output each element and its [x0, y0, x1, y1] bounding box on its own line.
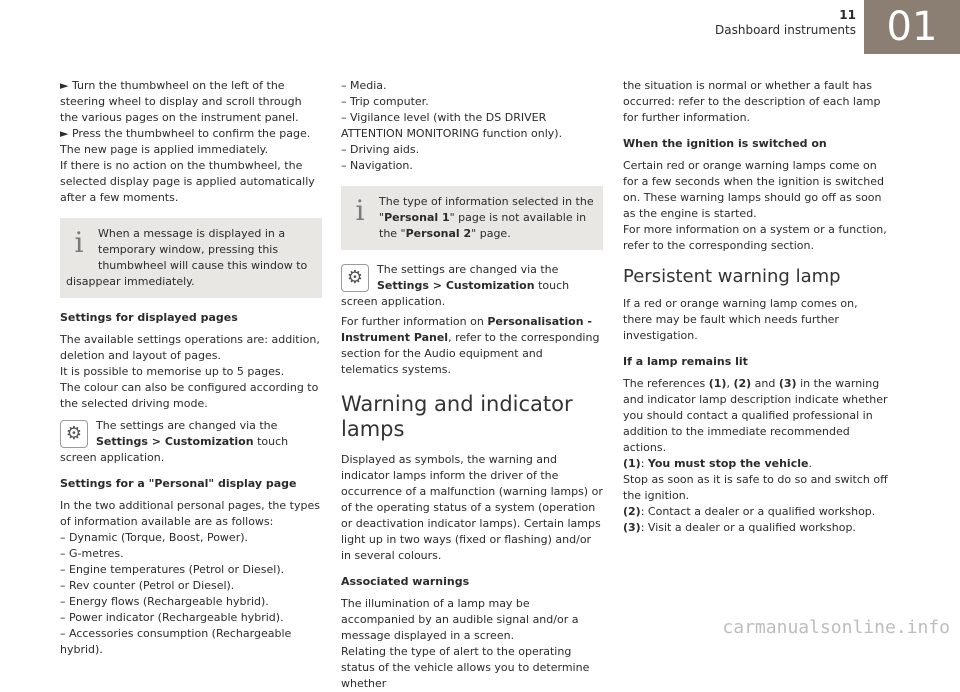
- reference-3: (3): Visit a dealer or a qualified workshop.: [623, 521, 856, 534]
- paragraph: The illumination of a lamp may be accompanied by an audible signal and/or a message displayed in a screen.: [341, 597, 579, 642]
- reference-1: (1): You must stop the vehicle.: [623, 457, 812, 470]
- list-item: – Engine temperatures (Petrol or Diesel).: [60, 563, 285, 576]
- list-item: – Accessories consumption (Rechargeable hybrid).: [60, 627, 292, 656]
- paragraph: It is possible to memorise up to 5 pages.: [60, 365, 285, 378]
- reference-2: (2): Contact a dealer or a qualified workshop.: [623, 505, 876, 518]
- subsection-heading: If a lamp remains lit: [623, 355, 748, 368]
- column-2: [341, 78, 603, 692]
- info-box: i The type of information selected in the "Personal 1" page is not available in the "Personal 2" page.: [341, 186, 603, 250]
- paragraph: The colour can also be configured according to the selected driving mode.: [60, 381, 319, 410]
- paragraph: The references (1), (2) and (3) in the warning and indicator lamp description indicate whether you should contact a qualified professional in addition to the immediate recommended actions.: [623, 377, 888, 454]
- list-item: – G-metres.: [60, 547, 124, 560]
- section-title: Warning and indicator lamps: [341, 392, 573, 441]
- paragraph: Certain red or orange warning lamps come on for a few seconds when the ignition is switched on. These warning lamps should go off as soon as the engine is started.: [623, 159, 884, 220]
- list-item: – Navigation.: [341, 159, 413, 172]
- column-3: [623, 78, 888, 536]
- list-item: – Media.: [341, 79, 387, 92]
- info-icon: i: [355, 194, 365, 227]
- page-header: [715, 8, 856, 38]
- paragraph: ► Turn the thumbwheel on the left of the steering wheel to display and scroll through the various pages on the instrument panel.: [60, 79, 302, 124]
- paragraph: In the two additional personal pages, the types of information available are as follows:: [60, 499, 320, 528]
- subsection-heading: Associated warnings: [341, 575, 470, 588]
- arrow-icon: ►: [60, 127, 69, 140]
- paragraph: For more information on a system or a function, refer to the corresponding section.: [623, 223, 887, 252]
- list-item: – Vigilance level (with the DS DRIVER ATTENTION MONITORING function only).: [341, 111, 563, 140]
- info-icon: i: [74, 226, 84, 259]
- paragraph: ► Press the thumbwheel to confirm the page.: [60, 127, 311, 140]
- gear-icon: ⚙: [341, 264, 369, 292]
- paragraph: The available settings operations are: addition, deletion and layout of pages.: [60, 333, 320, 362]
- column-1: [60, 78, 322, 658]
- chapter-title: Dashboard instruments: [715, 23, 856, 37]
- list-item: – Driving aids.: [341, 143, 420, 156]
- list-item: – Dynamic (Torque, Boost, Power).: [60, 531, 249, 544]
- section-title: Persistent warning lamp: [623, 266, 841, 287]
- page-number: 11: [839, 8, 856, 22]
- arrow-icon: ►: [60, 79, 69, 92]
- paragraph: Relating the type of alert to the operating status of the vehicle allows you to determine whether: [341, 645, 590, 690]
- section-heading: Settings for displayed pages: [60, 311, 238, 324]
- list-item: – Trip computer.: [341, 95, 429, 108]
- chapter-number-tab: 01: [864, 0, 960, 54]
- paragraph: For further information on Personalisation - Instrument Panel, refer to the corresponding section for the Audio equipment and telematics systems.: [341, 315, 600, 376]
- info-box: i When a message is displayed in a temporary window, pressing this thumbwheel will cause this window to disappear immediately.: [60, 218, 322, 298]
- list-item: – Power indicator (Rechargeable hybrid).: [60, 611, 284, 624]
- paragraph: If there is no action on the thumbwheel, the selected display page is applied automatically after a few moments.: [60, 159, 315, 204]
- section-heading: Settings for a "Personal" display page: [60, 477, 297, 490]
- subsection-heading: When the ignition is switched on: [623, 137, 827, 150]
- list-item: – Energy flows (Rechargeable hybrid).: [60, 595, 269, 608]
- watermark: carmanualsonline.info: [722, 617, 950, 638]
- paragraph: the situation is normal or whether a fault has occurred: refer to the description of each lamp for further information.: [623, 79, 881, 124]
- settings-note: ⚙ The settings are changed via the Settings > Customization touch screen application.: [60, 419, 289, 464]
- settings-note: ⚙ The settings are changed via the Settings > Customization touch screen application.: [341, 263, 570, 308]
- paragraph: Displayed as symbols, the warning and indicator lamps inform the driver of the occurrence of a malfunction (warning lamps) or of the operating status of a system (operation or deactivation indicator lamps). Certain lamps light up in two ways (fixed or flashing) and/or in several colours.: [341, 453, 603, 562]
- paragraph: If a red or orange warning lamp comes on, there may be fault which needs further investigation.: [623, 297, 858, 342]
- paragraph: The new page is applied immediately.: [60, 143, 269, 156]
- paragraph: Stop as soon as it is safe to do so and switch off the ignition.: [623, 473, 888, 502]
- gear-icon: ⚙: [60, 420, 88, 448]
- list-item: – Rev counter (Petrol or Diesel).: [60, 579, 235, 592]
